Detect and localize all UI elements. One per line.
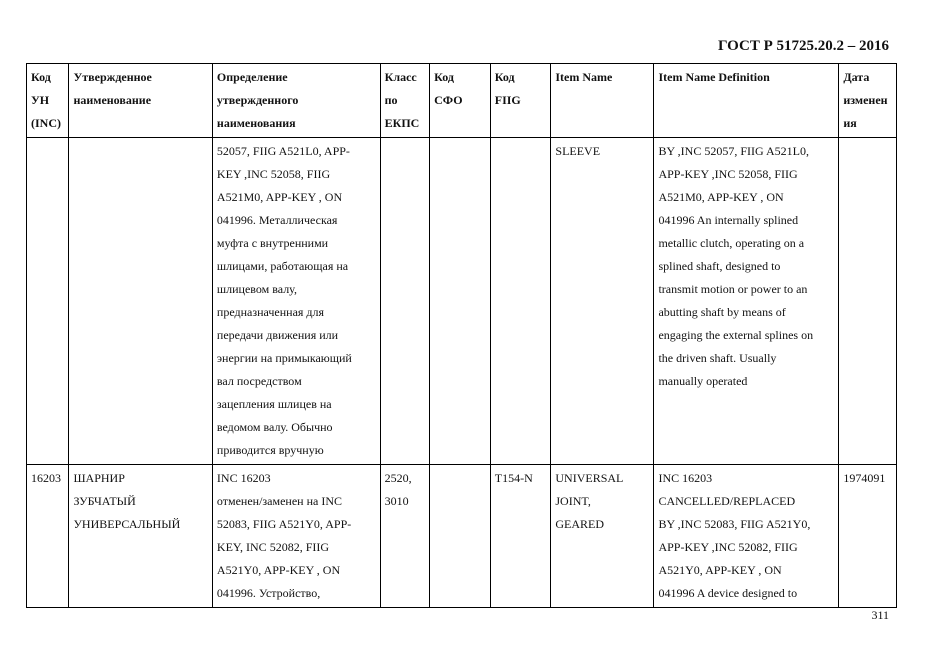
- column-header-fiig-code: Код FIIG: [490, 64, 551, 138]
- cell-approved-name: [69, 138, 212, 465]
- cell-sfo-code: [430, 465, 491, 608]
- cell-change-date: [839, 138, 897, 465]
- column-header-approved-name: Утвержденное наименование: [69, 64, 212, 138]
- column-header-sfo-code: Код СФО: [430, 64, 491, 138]
- cell-inc-code: 16203: [27, 465, 69, 608]
- cell-item-name-definition: INC 16203 CANCELLED/REPLACED BY ,INC 52083, FIIG A521Y0, APP-KEY ,INC 52082, FIIG A521Y0, APP-KEY , ON 041996 A device designed to: [654, 465, 839, 608]
- column-header-inc-code: Код УН (INC): [27, 64, 69, 138]
- document-standard-header: ГОСТ Р 51725.20.2 – 2016: [717, 38, 889, 54]
- cell-approved-name: ШАРНИР ЗУБЧАТЫЙ УНИВЕРСАЛЬНЫЙ: [69, 465, 212, 608]
- table-header-row: [27, 64, 897, 138]
- cell-item-name-definition: BY ,INC 52057, FIIG A521L0, APP-KEY ,INC 52058, FIIG A521M0, APP-KEY , ON 041996 An internally splined metallic clutch, operating on a splined shaft, designed to transmit motion or power to an abutting shaft by means of engaging the external splines on the driven shaft. Usually manually operated: [654, 138, 839, 465]
- cell-name-definition: 52057, FIIG A521L0, APP- KEY ,INC 52058, FIIG A521M0, APP-KEY , ON 041996. Металлическая муфта с внутренними шлицами, работающая на шлицевом валу, предназначенная для передачи движения или энергии на примыкающий вал посредством зацепления шлицев на ведомом валу. Обычно приводится вручную: [212, 138, 380, 465]
- column-header-item-name-definition: Item Name Definition: [654, 64, 839, 138]
- column-header-ekps-class: Класс по ЕКПС: [380, 64, 430, 138]
- cell-ekps-class: 2520, 3010: [380, 465, 430, 608]
- cell-inc-code: [27, 138, 69, 465]
- column-header-name-definition: Определение утвержденного наименования: [212, 64, 380, 138]
- column-header-item-name: Item Name: [551, 64, 654, 138]
- cell-change-date: 1974091: [839, 465, 897, 608]
- cell-fiig-code: [490, 138, 551, 465]
- cell-item-name: UNIVERSAL JOINT, GEARED: [551, 465, 654, 608]
- cell-item-name: SLEEVE: [551, 138, 654, 465]
- column-header-change-date: Дата изменен ия: [839, 64, 897, 138]
- page-number: 311: [871, 608, 889, 622]
- specification-table: [26, 63, 897, 608]
- cell-ekps-class: [380, 138, 430, 465]
- table-row: [27, 138, 897, 465]
- cell-fiig-code: T154-N: [490, 465, 551, 608]
- table-row: [27, 465, 897, 608]
- cell-sfo-code: [430, 138, 491, 465]
- cell-name-definition: INC 16203 отменен/заменен на INC 52083, FIIG A521Y0, APP- KEY, INC 52082, FIIG A521Y0, APP-KEY , ON 041996. Устройство,: [212, 465, 380, 608]
